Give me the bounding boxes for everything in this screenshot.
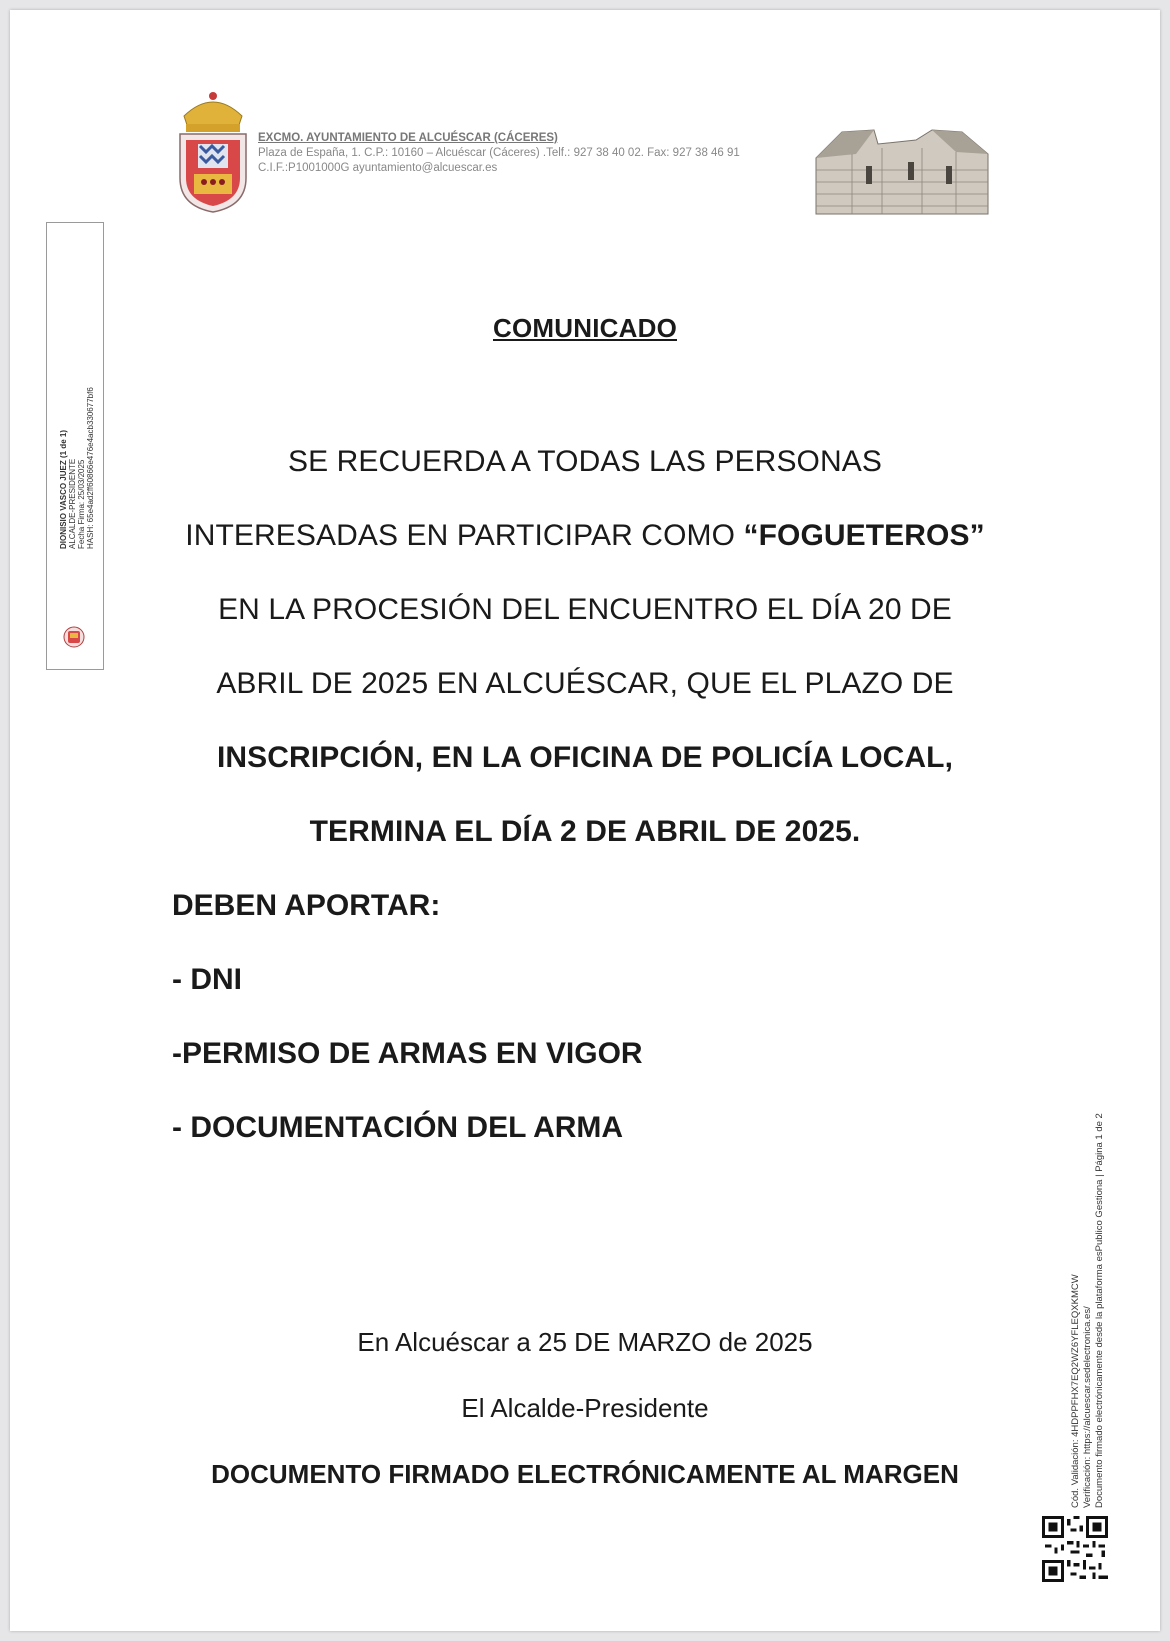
requirements-heading: DEBEN APORTAR:: [172, 889, 441, 922]
signature-date: Fecha Firma: 25/03/2025: [77, 459, 86, 549]
signer-title: El Alcalde-Presidente: [461, 1393, 709, 1423]
notice-line-2-text: INTERESADAS EN PARTICIPAR COMO: [185, 519, 744, 552]
notice-line-1: SE RECUERDA A TODAS LAS PERSONAS: [288, 445, 882, 478]
small-coat-of-arms-icon: [55, 625, 93, 649]
notice-line-6: TERMINA EL DÍA 2 DE ABRIL DE 2025.: [309, 815, 861, 848]
qr-code-icon: [1042, 1516, 1108, 1582]
notice-line-5: INSCRIPCIÓN, EN LA OFICINA DE POLICÍA LOCAL,: [216, 741, 954, 774]
signature-text: [59, 249, 95, 549]
verification-strip: [1070, 1113, 1106, 1508]
requirement-item: - DOCUMENTACIÓN DEL ARMA: [172, 1111, 624, 1144]
foguetero-emphasis: “FOGUETEROS”: [743, 519, 985, 552]
notice-line-4: ABRIL DE 2025 EN ALCUÉSCAR, QUE EL PLAZO DE: [216, 667, 954, 700]
validation-code: Cód. Validación: 4HDPPFHX7EQ2WZ6YFLEQXKMCW: [1070, 1274, 1081, 1508]
signature-hash: HASH: 65e4ad2ff60866e476e4acb330677bf6: [86, 387, 95, 549]
cif-email-line: C.I.F.:P1001000G ayuntamiento@alcuescar.es: [258, 162, 498, 174]
coat-of-arms-logo: [172, 86, 254, 216]
signer-name: DIONISIO VASCO JUEZ (1 de 1): [59, 430, 68, 549]
church-image: [812, 118, 992, 216]
organization-name: EXCMO. AYUNTAMIENTO DE ALCUÉSCAR (CÁCERES): [258, 132, 558, 144]
header-text-block: [258, 131, 798, 176]
electronic-signature-note: DOCUMENTO FIRMADO ELECTRÓNICAMENTE AL MARGEN: [211, 1459, 959, 1489]
notice-title: COMUNICADO: [493, 313, 677, 343]
requirement-item: -PERMISO DE ARMAS EN VIGOR: [172, 1037, 643, 1070]
requirement-item: - DNI: [172, 963, 242, 996]
verification-url: Verificación: https://alcuescar.sedelectronica.es/: [1082, 1306, 1093, 1508]
notice-line-3: EN LA PROCESIÓN DEL ENCUENTRO EL DÍA 20 DE: [218, 593, 952, 626]
signer-role: ALCALDE-PRESIDENTE: [68, 458, 77, 549]
address-line: Plaza de España, 1. C.P.: 10160 – Alcuéscar (Cáceres) .Telf.: 927 38 40 02. Fax: 927 38 46 91: [258, 147, 740, 159]
notice-line-2: [0, 519, 1170, 553]
place-date: En Alcuéscar a 25 DE MARZO de 2025: [357, 1327, 813, 1357]
platform-note: Documento firmado electrónicamente desde la plataforma esPublico Gestiona | Página 1 de 2: [1094, 1113, 1105, 1508]
